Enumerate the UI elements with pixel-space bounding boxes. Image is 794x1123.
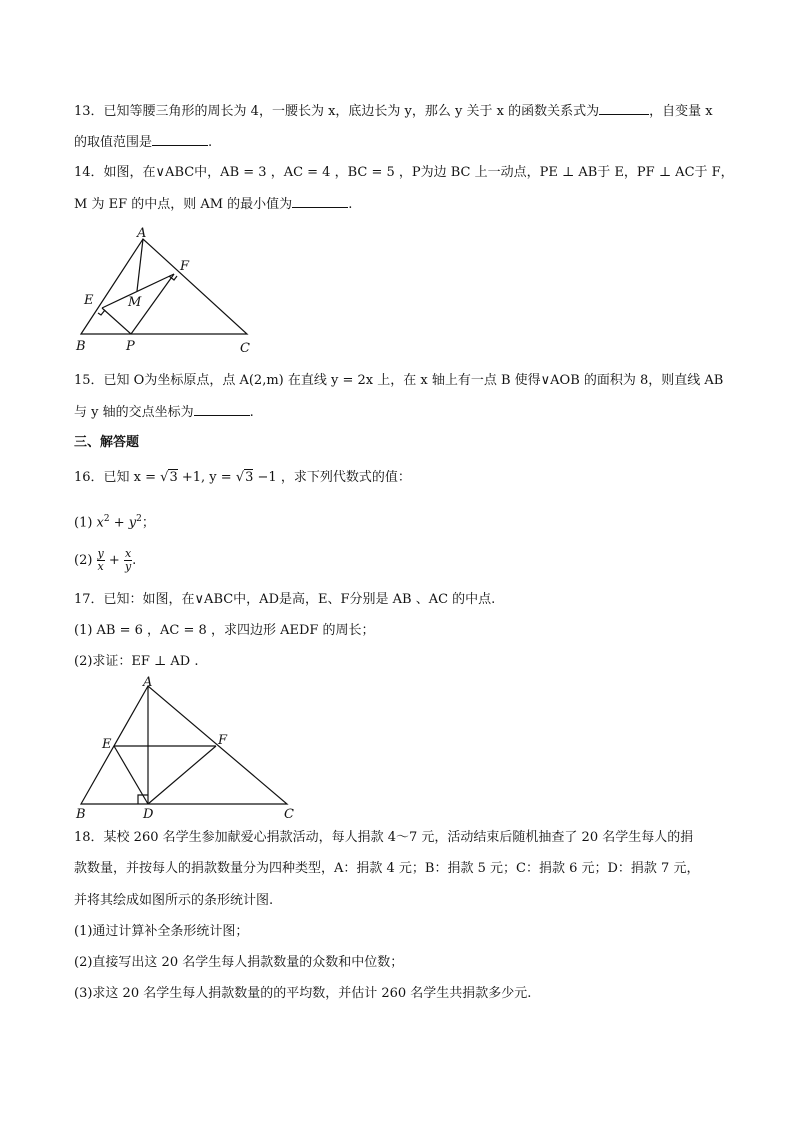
q18-text: 18．某校 260 名学生参加献爱心捐款活动，每人捐款 4～7 元，活动结束后随机抽查了 20 名学生每人的捐 xyxy=(74,830,694,845)
label-a: A xyxy=(137,226,147,241)
q14-text: 14．如图，在∨ABC中，AB = 3 ，AC = 4 ，BC = 5 ，P为边 BC 上一动点，PE ⊥ AB于 E，PF ⊥ AC于 F， xyxy=(74,165,734,180)
answer-blank[interactable] xyxy=(599,102,649,115)
q13-text: 13．已知等腰三角形的周长为 4，一腰长为 x，底边长为 y，那么 y 关于 x 的函数关系式为 xyxy=(74,104,600,119)
question-15-line-2 xyxy=(74,403,734,422)
operator: + xyxy=(104,553,124,568)
label-f: F xyxy=(218,733,228,748)
question-14-line-1 xyxy=(74,164,734,182)
numerator: x xyxy=(124,547,132,560)
label-m: M xyxy=(128,295,142,310)
question-18-line-1 xyxy=(74,829,734,847)
segment-pe xyxy=(102,308,131,334)
label-e: E xyxy=(84,293,94,308)
question-18-line-3 xyxy=(74,892,734,910)
q15-text-tail: . xyxy=(249,405,254,420)
question-16-part-1 xyxy=(74,510,734,532)
question-18-part-2 xyxy=(74,954,734,972)
answer-blank[interactable] xyxy=(194,403,250,416)
label-p: P xyxy=(126,339,135,354)
question-13-line-2 xyxy=(74,133,734,152)
denominator: y xyxy=(124,560,132,573)
question-18-line-2 xyxy=(74,860,734,878)
q18-part-1-text: (1)通过计算补全条形统计图； xyxy=(74,924,249,939)
q13-text: 的取值范围是 xyxy=(74,135,153,150)
triangle-abc xyxy=(81,239,247,334)
question-16-stem: 16．已知 x = √3 +1, y = √3 −1 ，求下列代数式的值： xyxy=(74,470,411,485)
math-var: y xyxy=(128,515,137,531)
question-14-line-2 xyxy=(74,195,734,214)
section-heading: 三、解答题 xyxy=(74,435,140,450)
q17-triangle-figure xyxy=(70,676,310,826)
math-var: x xyxy=(96,515,104,531)
q17-text: 17．已知：如图，在∨ABC中，AD是高，E、F分别是 AB 、AC 的中点. xyxy=(74,592,496,607)
question-17-part-2 xyxy=(74,653,734,671)
q16-text: 16．已知 x = xyxy=(74,470,161,485)
exponent: 2 xyxy=(136,514,142,524)
q18-part-3-text: (3)求这 20 名学生每人捐款数量的的平均数，并估计 260 名学生共捐款多少元. xyxy=(74,986,532,1001)
question-17-part-1 xyxy=(74,622,734,640)
label-b: B xyxy=(76,807,86,822)
q16-text: −1 ，求下列代数式的值： xyxy=(253,470,411,485)
q15-text: 与 y 轴的交点坐标为 xyxy=(74,405,194,420)
q17-part-2-text: (2)求证：EF ⊥ AD . xyxy=(74,654,199,669)
question-16-part-2 xyxy=(74,548,734,574)
question-18-part-3 xyxy=(74,985,734,1003)
q14-text: M 为 EF 的中点，则 AM 的最小值为 xyxy=(74,197,293,212)
denominator: x xyxy=(97,560,104,573)
question-18-part-1 xyxy=(74,923,734,941)
label-d: D xyxy=(143,807,154,822)
q18-text: 款数量，并按每人的捐款数量分为四种类型，A：捐款 4 元；B：捐款 5 元；C：捐款 6 元；D：捐款 7 元， xyxy=(74,861,700,876)
q17-part-1-text: (1) AB = 6 ，AC = 8 ，求四边形 AEDF 的周长； xyxy=(74,623,375,638)
right-angle-e xyxy=(98,310,105,315)
q14-text-tail: . xyxy=(348,197,353,212)
answer-blank[interactable] xyxy=(292,195,348,208)
label-c: C xyxy=(284,807,294,822)
q18-text: 并将其绘成如图所示的条形统计图. xyxy=(74,893,274,908)
sqrt-radicand: 3 xyxy=(245,470,254,485)
exponent: 2 xyxy=(103,514,110,524)
numerator: y xyxy=(97,547,104,560)
label-c: C xyxy=(240,341,250,356)
answer-blank[interactable] xyxy=(152,133,208,146)
q14-triangle-figure xyxy=(70,226,270,356)
question-15-line-1 xyxy=(74,372,734,390)
fraction-x-over-y xyxy=(124,548,132,573)
part-label: (1) xyxy=(74,515,97,531)
sqrt-radicand: 3 xyxy=(169,470,178,485)
punct: . xyxy=(132,553,137,568)
q13-text-tail: . xyxy=(208,135,213,150)
fraction-y-over-x xyxy=(97,548,105,573)
q15-text: 15．已知 O为坐标原点，点 A(2,m) 在直线 y = 2x 上，在 x 轴上有一点 B 使得∨AOB 的面积为 8，则直线 AB xyxy=(74,373,724,388)
q18-part-2-text: (2)直接写出这 20 名学生每人捐款数量的众数和中位数； xyxy=(74,955,404,970)
label-f: F xyxy=(180,259,190,274)
question-13-line-1 xyxy=(74,102,734,121)
label-a: A xyxy=(143,675,153,690)
punct: ； xyxy=(141,515,155,531)
triangle-abc xyxy=(81,686,287,804)
q13-text-tail: ，自变量 x xyxy=(649,104,713,119)
label-e: E xyxy=(102,737,112,752)
question-17-line-1 xyxy=(74,591,734,609)
segment-fd xyxy=(148,746,216,804)
part-label: (2) xyxy=(74,553,97,568)
q16-text: +1, y = xyxy=(177,470,236,485)
label-b: B xyxy=(76,339,86,354)
operator: + xyxy=(109,515,129,531)
